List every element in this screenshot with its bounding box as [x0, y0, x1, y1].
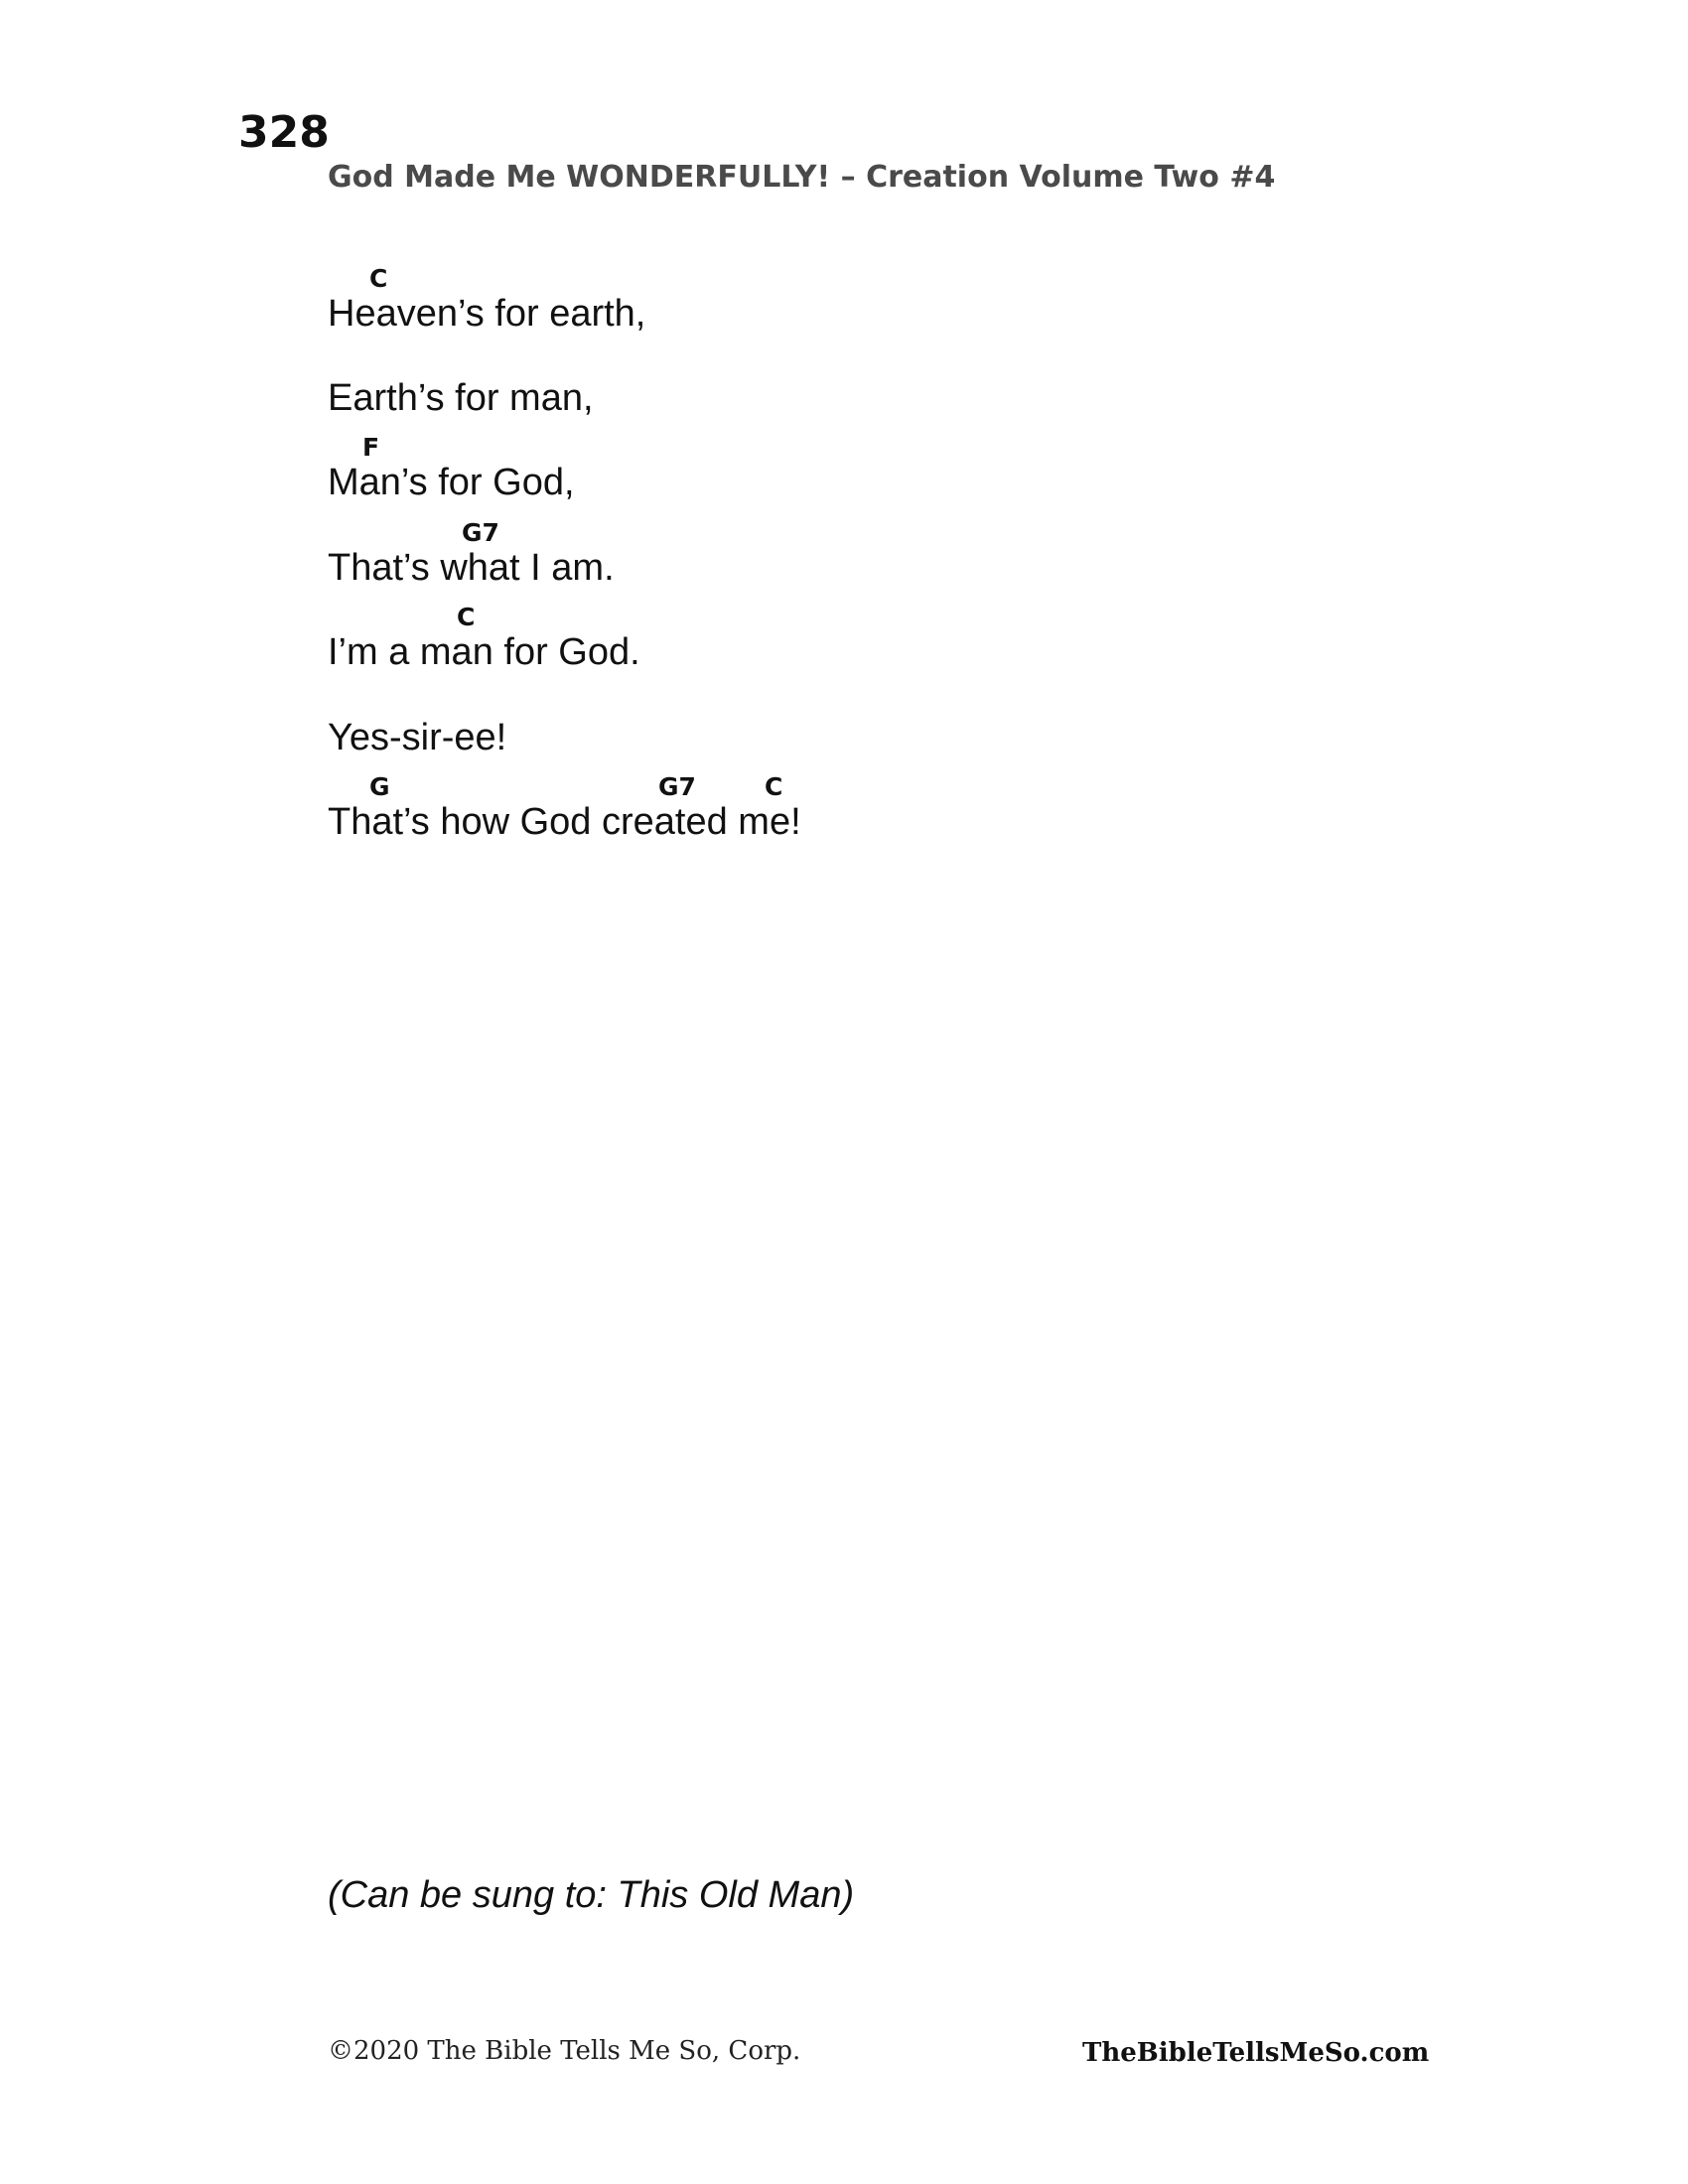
lyric-line: Earth’s for man, — [328, 377, 594, 419]
copyright-notice: ©2020 The Bible Tells Me So, Corp. — [328, 2036, 801, 2066]
chord-symbol: G — [369, 772, 390, 801]
chord-symbol: G7 — [462, 518, 499, 547]
chord-symbol: C — [457, 603, 476, 631]
website-link[interactable]: TheBibleTellsMeSo.com — [1082, 2038, 1430, 2068]
lyric-line: Man’s for God, — [328, 462, 575, 503]
lyric-line: Heaven’s for earth, — [328, 293, 646, 335]
lyric-line: I’m a man for God. — [328, 631, 640, 673]
tune-note: (Can be sung to: This Old Man) — [328, 1874, 855, 1916]
page-number: 328 — [238, 107, 330, 158]
song-title: God Made Me WONDERFULLY! – Creation Volume Two #4 — [328, 160, 1276, 195]
chord-symbol: G7 — [658, 772, 696, 801]
lyrics-block — [328, 0, 1420, 893]
chord-symbol: C — [765, 772, 783, 801]
chord-symbol: F — [362, 433, 380, 462]
lyric-line: Yes-sir-ee! — [328, 717, 507, 758]
lyric-line: That’s what I am. — [328, 547, 615, 589]
lyric-line: That’s how God created me! — [328, 801, 801, 843]
chord-symbol: C — [369, 264, 388, 293]
